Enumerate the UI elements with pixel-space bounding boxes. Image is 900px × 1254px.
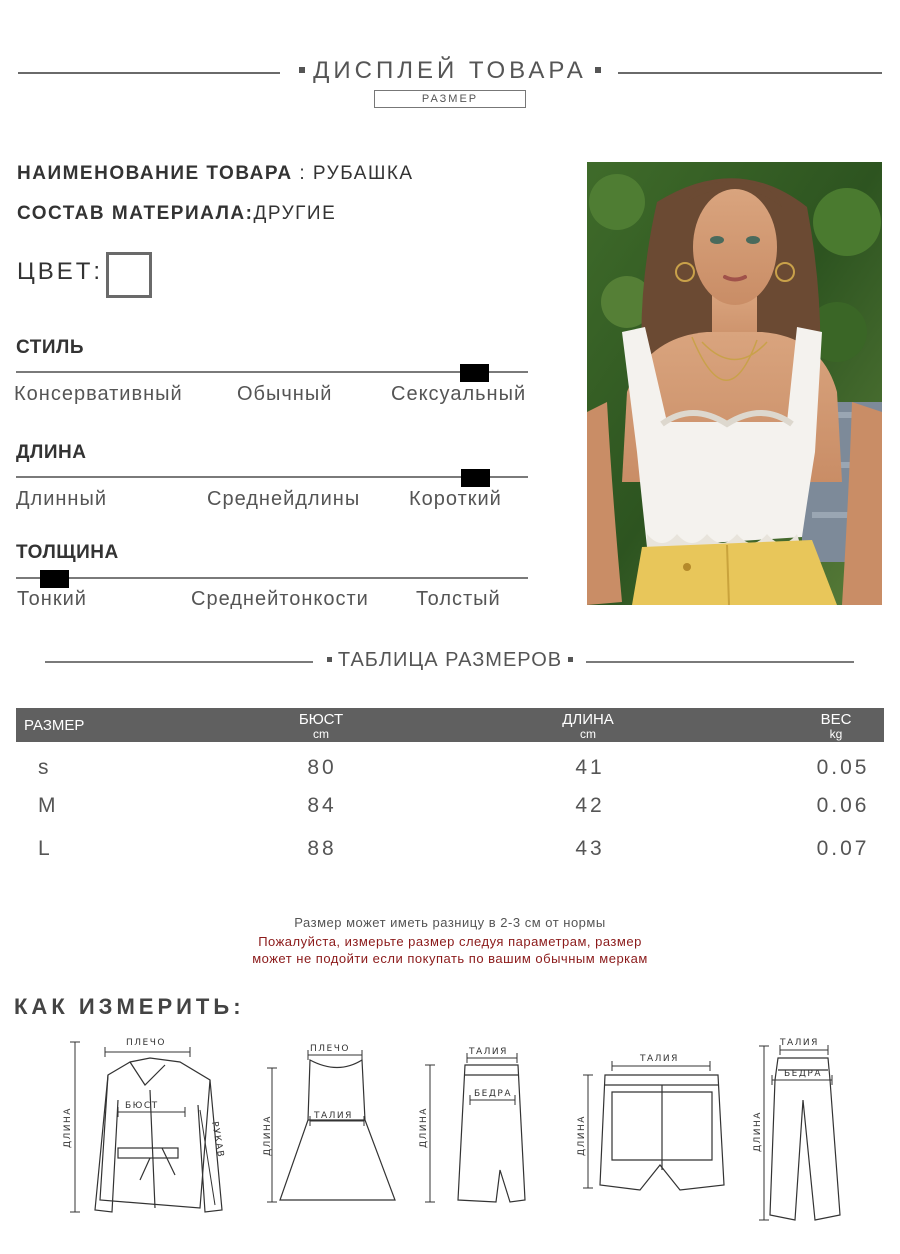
label-hips: БЕДРА (474, 1089, 512, 1099)
length-scale-track (16, 476, 528, 478)
product-name-row (17, 163, 414, 185)
material-label: СОСТАВ МАТЕРИАЛА: (17, 203, 254, 224)
label-length: ДЛИНА (577, 1115, 587, 1156)
size-table-header (16, 708, 884, 742)
page-title (0, 57, 900, 85)
column-header-label: РАЗМЕР (24, 717, 85, 734)
length-option-medium: Среднейдлины (207, 488, 361, 510)
page-title-text: ДИСПЛЕЙ ТОВАРА (313, 57, 587, 84)
bullet-square-icon (568, 657, 573, 662)
column-header-unit: cm (580, 727, 596, 741)
style-option-sexy: Сексуальный (391, 383, 527, 405)
bullet-square-icon (299, 67, 305, 73)
style-scale-track (16, 371, 528, 373)
size-table-title-text: ТАБЛИЦА РАЗМЕРОВ (337, 649, 563, 671)
label-waist: ТАЛИЯ (640, 1054, 679, 1064)
column-header-label: ВЕС (820, 711, 852, 728)
length-option-long: Длинный (16, 488, 108, 510)
length-scale-title: ДЛИНА (16, 442, 87, 463)
label-length: ДЛИНА (63, 1107, 73, 1148)
thickness-scale-title: ТОЛЩИНА (16, 542, 119, 563)
length-option-short: Короткий (409, 488, 502, 510)
cell-weight: 0.07 (816, 837, 870, 860)
thickness-scale-track (16, 577, 528, 579)
warning-note-line2: может не подойти если покупать по вашим обычным меркам (252, 951, 648, 966)
cell-size: M (38, 794, 59, 817)
material-row (17, 203, 336, 225)
label-waist: ТАЛИЯ (469, 1047, 508, 1057)
product-name-value: : РУБАШКА (299, 163, 414, 184)
measurement-diagrams (0, 1030, 900, 1230)
size-table-title (0, 649, 900, 672)
page-subtitle: РАЗМЕР (374, 90, 526, 108)
column-header-label: БЮСТ (298, 711, 344, 728)
column-header-weight (786, 712, 886, 740)
thickness-scale-marker (40, 570, 69, 588)
cell-weight: 0.06 (816, 794, 870, 817)
thickness-option-thin: Тонкий (17, 588, 87, 610)
cell-size: L (38, 837, 53, 860)
label-waist: ТАЛИЯ (780, 1038, 819, 1048)
cell-bust: 84 (307, 794, 337, 817)
label-length: ДЛИНА (263, 1115, 273, 1156)
label-bust: БЮСТ (125, 1101, 159, 1111)
size-note: Размер может иметь разницу в 2-3 см от нормы (294, 915, 606, 930)
label-length: ДЛИНА (753, 1111, 763, 1152)
how-to-measure-title: КАК ИЗМЕРИТЬ: (14, 994, 245, 1019)
column-header-label: ДЛИНА (562, 711, 614, 728)
cell-length: 42 (575, 794, 605, 817)
cell-bust: 80 (307, 756, 337, 779)
label-sleeve: РУКАВ (209, 1120, 226, 1160)
style-option-casual: Обычный (237, 383, 333, 405)
material-value: ДРУГИЕ (253, 203, 337, 224)
label-hips: БЕДРА (784, 1069, 822, 1079)
warning-note-line1: Пожалуйста, измерьте размер следуя параметрам, размер (258, 934, 642, 949)
style-option-conservative: Консервативный (14, 383, 183, 405)
column-header-size (24, 718, 84, 733)
length-scale-marker (461, 469, 490, 487)
color-swatch (106, 252, 152, 298)
column-header-unit: kg (829, 727, 843, 741)
column-header-unit: cm (313, 727, 329, 741)
label-waist: ТАЛИЯ (314, 1111, 353, 1121)
product-name-label: НАИМЕНОВАНИЕ ТОВАРА (17, 163, 293, 184)
style-scale-marker (460, 364, 489, 382)
column-header-bust (271, 712, 371, 740)
cell-size: s (38, 756, 52, 779)
bullet-square-icon (327, 657, 332, 662)
bullet-square-icon (595, 67, 601, 73)
column-header-length (538, 712, 638, 740)
label-length: ДЛИНА (419, 1107, 429, 1148)
product-photo (587, 162, 882, 605)
cell-bust: 88 (307, 837, 337, 860)
label-shoulder: ПЛЕЧО (126, 1038, 166, 1048)
thickness-option-medium: Среднейтонкости (191, 588, 369, 610)
cell-weight: 0.05 (816, 756, 870, 779)
style-scale-title: СТИЛЬ (16, 337, 84, 358)
color-label: ЦВЕТ: (17, 258, 104, 285)
cell-length: 43 (575, 837, 605, 860)
thickness-option-thick: Толстый (416, 588, 501, 610)
cell-length: 41 (575, 756, 605, 779)
label-shoulder: ПЛЕЧО (310, 1044, 350, 1054)
